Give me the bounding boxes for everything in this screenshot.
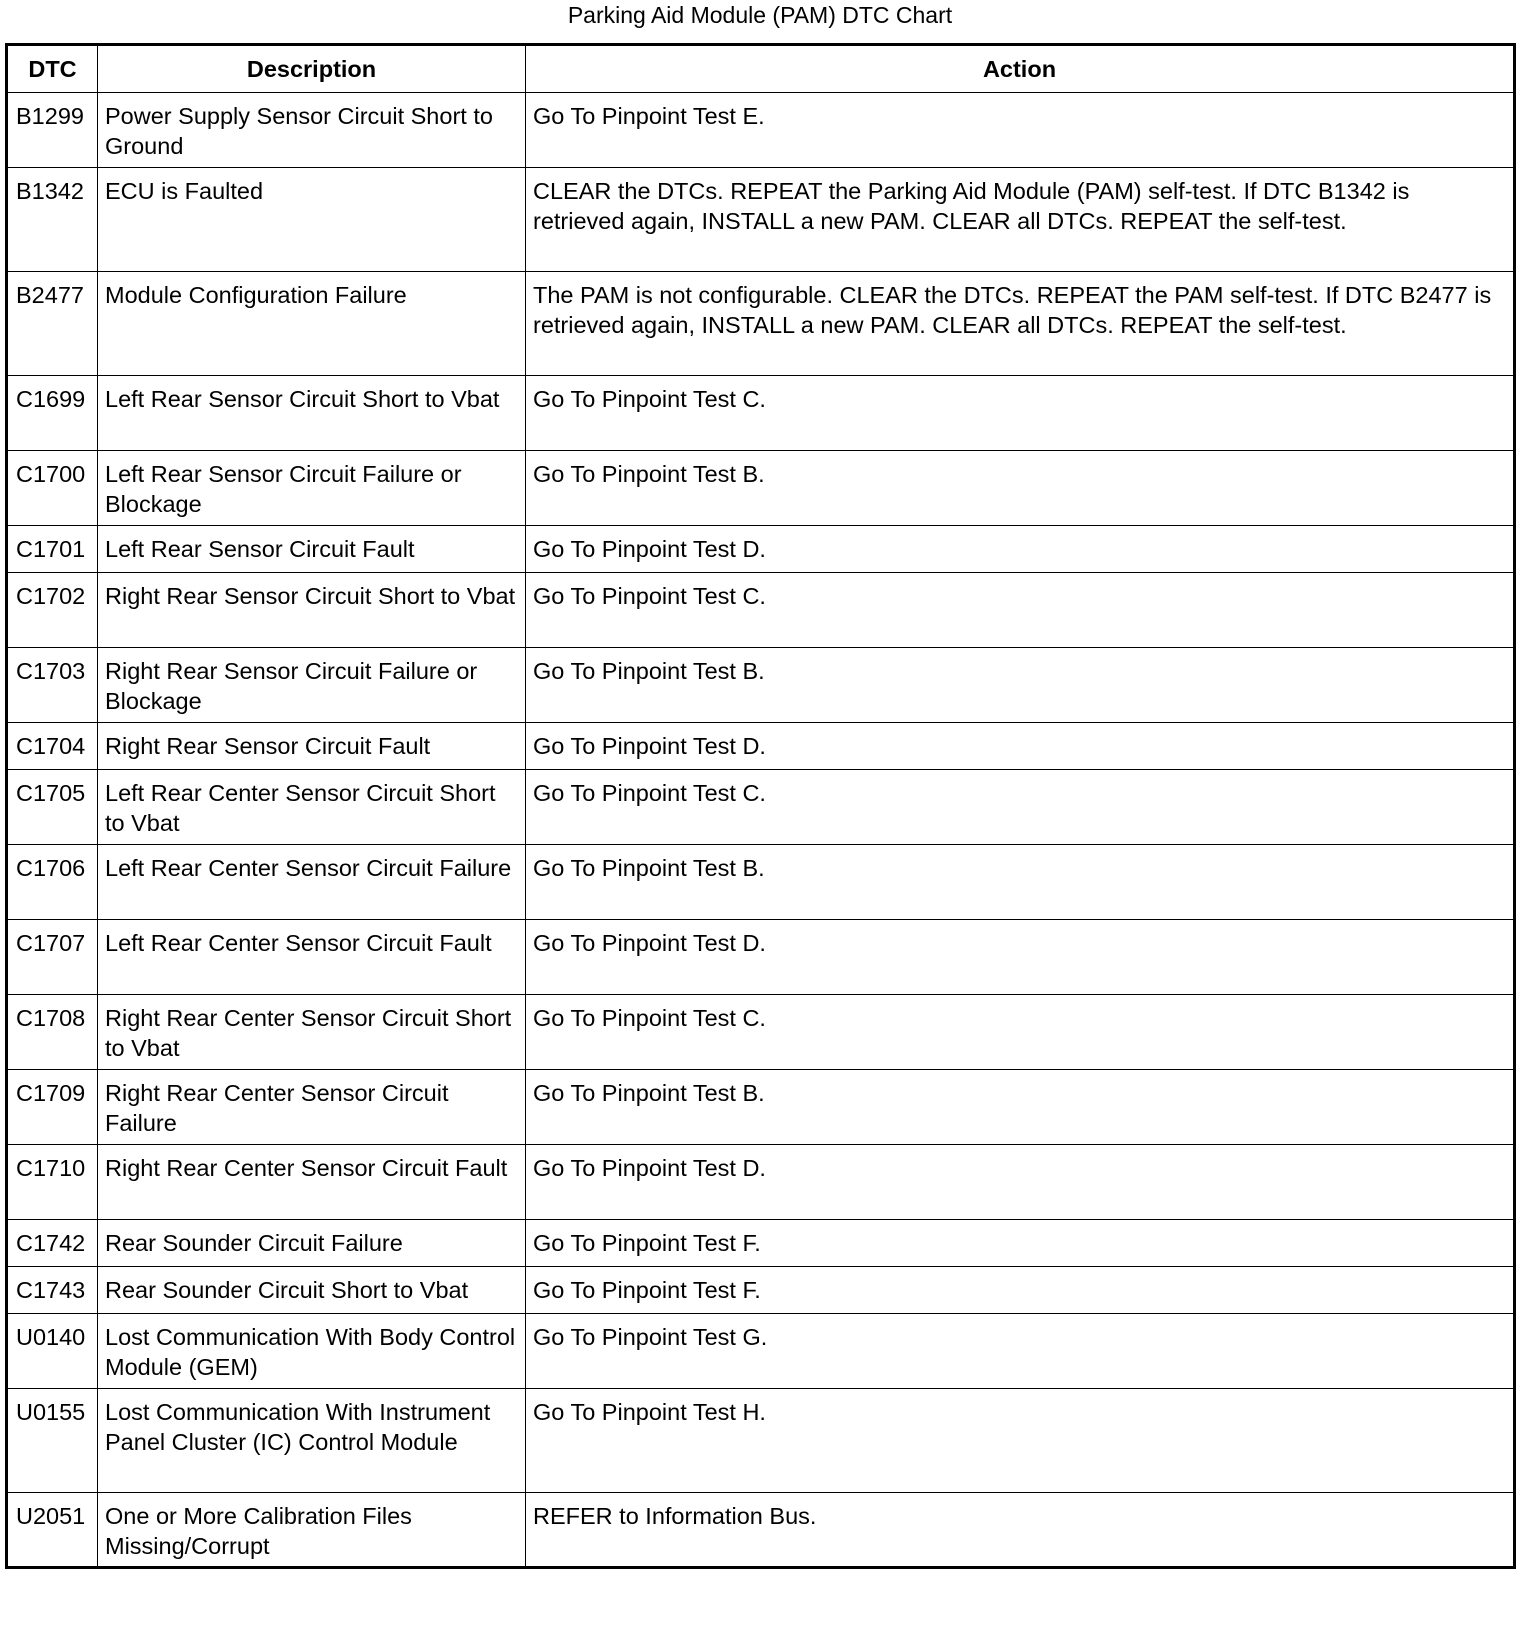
description-cell: Left Rear Center Sensor Circuit Fault [98,920,526,995]
dtc-code-cell: U0140 [7,1314,98,1389]
dtc-code-cell: C1709 [7,1070,98,1145]
description-cell: Right Rear Sensor Circuit Short to Vbat [98,573,526,648]
column-header-dtc: DTC [7,45,98,93]
dtc-code-cell: C1743 [7,1267,98,1314]
table-row [7,451,1515,526]
dtc-code-cell: C1700 [7,451,98,526]
dtc-code-cell: C1703 [7,648,98,723]
table-row [7,1267,1515,1314]
action-cell: Go To Pinpoint Test G. [526,1314,1515,1389]
table-row [7,93,1515,168]
action-cell: Go To Pinpoint Test D. [526,526,1515,573]
action-cell: Go To Pinpoint Test F. [526,1267,1515,1314]
description-cell: Rear Sounder Circuit Failure [98,1220,526,1267]
table-row [7,648,1515,723]
action-cell: Go To Pinpoint Test E. [526,93,1515,168]
description-cell: Right Rear Center Sensor Circuit Failure [98,1070,526,1145]
dtc-code-cell: C1708 [7,995,98,1070]
table-row [7,1070,1515,1145]
description-cell: ECU is Faulted [98,168,526,272]
action-cell: The PAM is not configurable. CLEAR the DTCs. REPEAT the PAM self-test. If DTC B2477 is retrieved again, INSTALL a new PAM. CLEAR all DTCs. REPEAT the self-test. [526,272,1515,376]
description-cell: Left Rear Sensor Circuit Fault [98,526,526,573]
table-row [7,920,1515,995]
table-row [7,845,1515,920]
action-cell: Go To Pinpoint Test B. [526,1070,1515,1145]
action-cell: Go To Pinpoint Test C. [526,573,1515,648]
table-row [7,573,1515,648]
table-row [7,272,1515,376]
table-row [7,168,1515,272]
dtc-code-cell: C1710 [7,1145,98,1220]
table-row [7,1145,1515,1220]
column-header-action: Action [526,45,1515,93]
dtc-code-cell: B1342 [7,168,98,272]
action-cell: Go To Pinpoint Test C. [526,995,1515,1070]
description-cell: Right Rear Sensor Circuit Failure or Blockage [98,648,526,723]
description-cell: Left Rear Sensor Circuit Short to Vbat [98,376,526,451]
table-row [7,376,1515,451]
action-cell: Go To Pinpoint Test B. [526,845,1515,920]
action-cell: Go To Pinpoint Test C. [526,770,1515,845]
table-row [7,770,1515,845]
action-cell: Go To Pinpoint Test B. [526,451,1515,526]
description-cell: Right Rear Center Sensor Circuit Short to Vbat [98,995,526,1070]
table-row [7,995,1515,1070]
table-row [7,723,1515,770]
description-cell: Lost Communication With Body Control Module (GEM) [98,1314,526,1389]
table-row [7,1314,1515,1389]
action-cell: Go To Pinpoint Test D. [526,1145,1515,1220]
table-row [7,1220,1515,1267]
description-cell: Right Rear Center Sensor Circuit Fault [98,1145,526,1220]
dtc-code-cell: C1705 [7,770,98,845]
description-cell: Left Rear Sensor Circuit Failure or Blockage [98,451,526,526]
dtc-code-cell: U0155 [7,1389,98,1493]
table-row [7,526,1515,573]
action-cell: Go To Pinpoint Test F. [526,1220,1515,1267]
description-cell: Right Rear Sensor Circuit Fault [98,723,526,770]
action-cell: Go To Pinpoint Test C. [526,376,1515,451]
dtc-code-cell: C1742 [7,1220,98,1267]
description-cell: Left Rear Center Sensor Circuit Short to Vbat [98,770,526,845]
action-cell: Go To Pinpoint Test D. [526,723,1515,770]
action-cell: Go To Pinpoint Test H. [526,1389,1515,1493]
action-cell: Go To Pinpoint Test D. [526,920,1515,995]
dtc-code-cell: C1701 [7,526,98,573]
description-cell: Lost Communication With Instrument Panel Cluster (IC) Control Module [98,1389,526,1493]
table-header-row [7,45,1515,93]
action-cell: CLEAR the DTCs. REPEAT the Parking Aid Module (PAM) self-test. If DTC B1342 is retrieved again, INSTALL a new PAM. CLEAR all DTCs. REPEAT the self-test. [526,168,1515,272]
table-row [7,1389,1515,1493]
description-cell: Module Configuration Failure [98,272,526,376]
description-cell: Power Supply Sensor Circuit Short to Ground [98,93,526,168]
dtc-code-cell: C1704 [7,723,98,770]
action-cell: REFER to Information Bus. [526,1493,1515,1568]
column-header-description: Description [98,45,526,93]
description-cell: One or More Calibration Files Missing/Corrupt [98,1493,526,1568]
action-cell: Go To Pinpoint Test B. [526,648,1515,723]
page-title: Parking Aid Module (PAM) DTC Chart [567,2,953,28]
table-row [7,1493,1515,1568]
dtc-code-cell: B1299 [7,93,98,168]
description-cell: Rear Sounder Circuit Short to Vbat [98,1267,526,1314]
dtc-table [5,43,1516,1569]
dtc-code-cell: C1699 [7,376,98,451]
dtc-code-cell: B2477 [7,272,98,376]
dtc-code-cell: C1706 [7,845,98,920]
dtc-code-cell: U2051 [7,1493,98,1568]
dtc-code-cell: C1707 [7,920,98,995]
description-cell: Left Rear Center Sensor Circuit Failure [98,845,526,920]
dtc-code-cell: C1702 [7,573,98,648]
